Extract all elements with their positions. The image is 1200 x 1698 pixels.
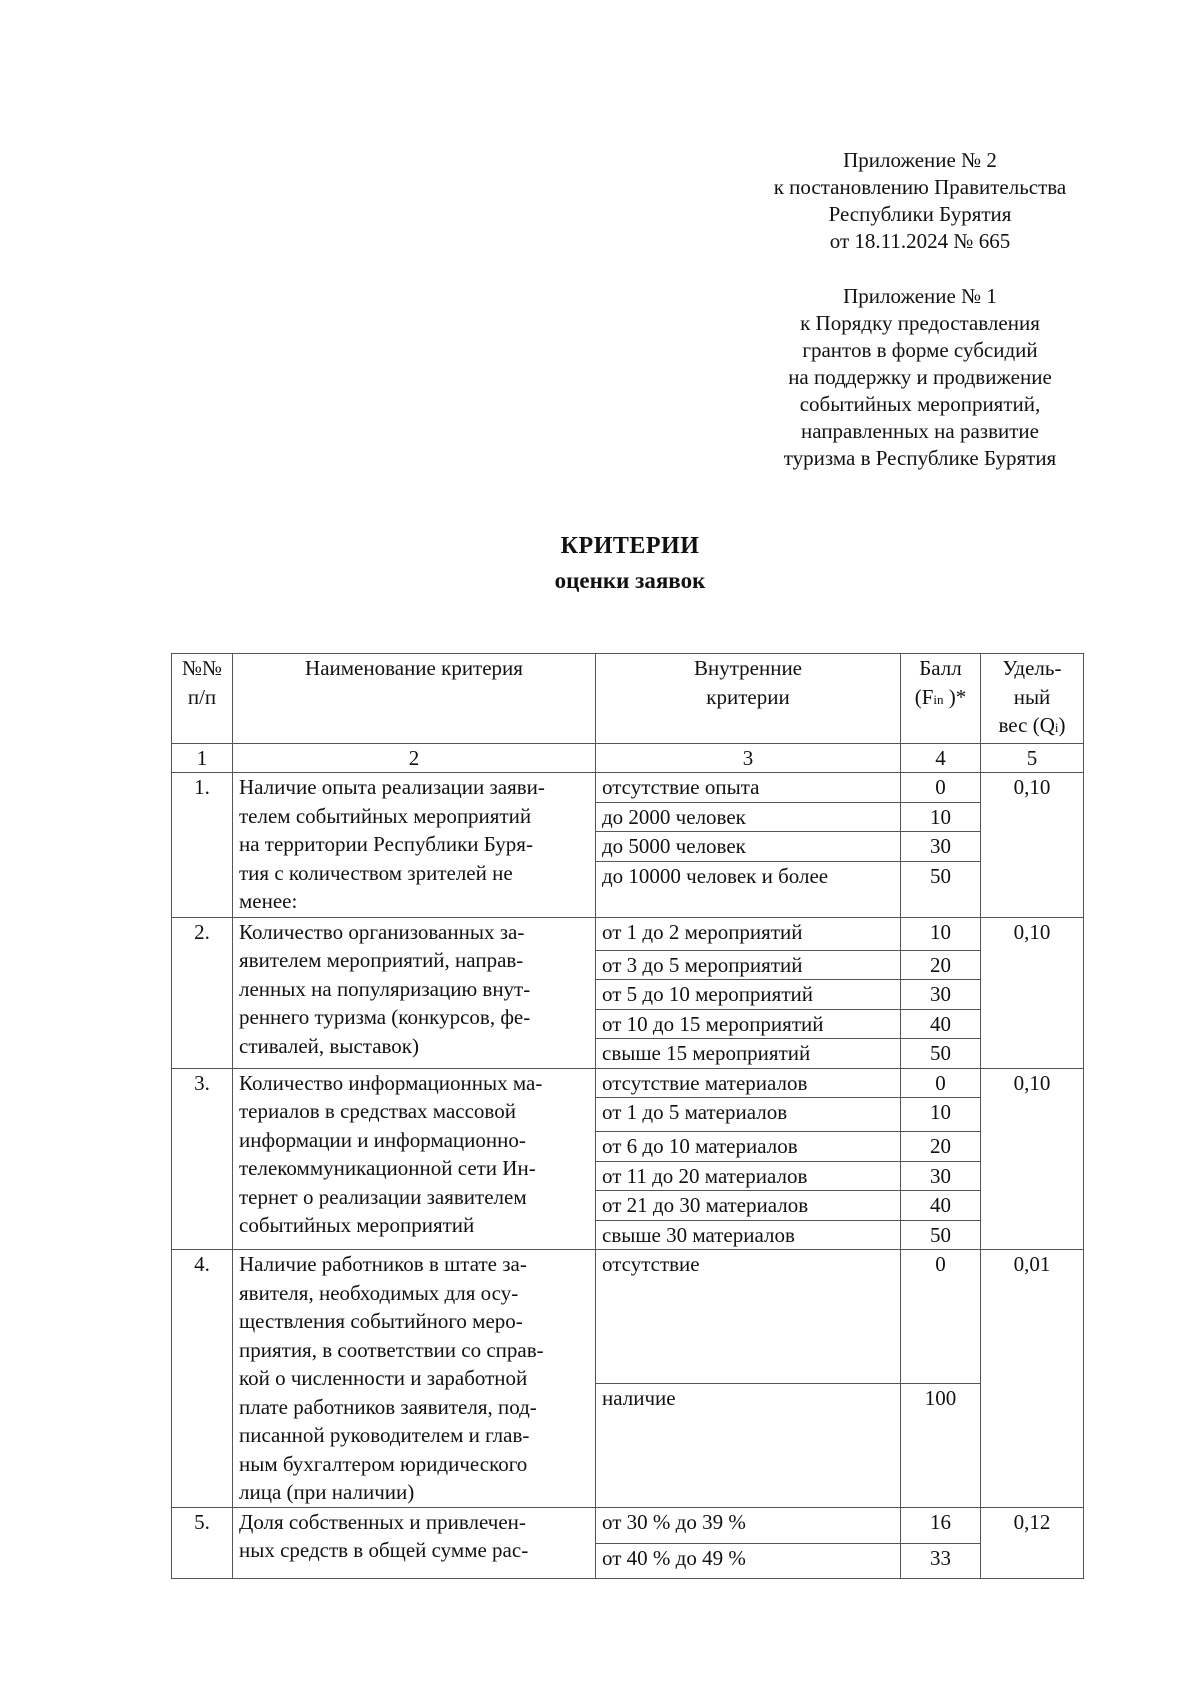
header-criterion: Наименование критерия: [233, 654, 596, 744]
weight-cell: 0,10: [981, 917, 1084, 1068]
table-row: [172, 1068, 1084, 1098]
row-number: 4.: [172, 1250, 233, 1508]
criterion-line: Наличие опыта реализации заяви-: [239, 775, 545, 799]
inner-criterion: от 30 % до 39 %: [596, 1507, 901, 1543]
criterion-line: на территории Республики Буря-: [239, 832, 533, 856]
column-number-row: [172, 743, 1084, 773]
score-cell: 0: [901, 1068, 981, 1098]
criterion-line: Наличие работников в штате за-: [239, 1252, 527, 1276]
header-inner: Внутренние критерии: [596, 654, 901, 744]
criterion-line: событийных мероприятий: [239, 1213, 475, 1237]
criterion-line: тия с количеством зрителей не: [239, 860, 513, 885]
annex-header-resolution: [740, 147, 1100, 255]
inner-criterion: отсутствие опыта: [596, 773, 901, 803]
score-cell: 50: [901, 1039, 981, 1069]
score-cell: 10: [901, 1098, 981, 1132]
criterion-line: телекоммуникационной сети Ин-: [239, 1156, 536, 1180]
column-number: 3: [596, 743, 901, 773]
inner-criterion: свыше 15 мероприятий: [596, 1039, 901, 1069]
criterion-line: явителем мероприятий, направ-: [239, 948, 524, 972]
score-cell: 10: [901, 917, 981, 950]
criterion-line: информации и информационно-: [239, 1127, 526, 1152]
criteria-table: [171, 653, 1084, 1579]
criterion-line: Доля собственных и привлечен-: [239, 1509, 526, 1534]
criterion-line: плате работников заявителя, под-: [239, 1394, 537, 1419]
criterion-line: тернет о реализации заявителем: [239, 1184, 527, 1209]
criterion-line: стивалей, выставок): [239, 1033, 419, 1058]
table-header-row: [172, 654, 1084, 744]
inner-criterion: отсутствие материалов: [596, 1068, 901, 1098]
document-subtitle: оценки заявок: [554, 568, 706, 593]
weight-cell: 0,10: [981, 1068, 1084, 1250]
inner-criterion: от 3 до 5 мероприятий: [596, 950, 901, 980]
criterion-line: Количество информационных ма-: [239, 1070, 543, 1095]
criterion-name: [233, 917, 596, 1068]
score-cell: 10: [901, 802, 981, 832]
header-score: Балл (Fin )*: [901, 654, 981, 744]
inner-criterion: от 1 до 2 мероприятий: [596, 917, 901, 950]
annex-line: к постановлению Правительства: [773, 175, 1067, 199]
score-cell: 40: [901, 1009, 981, 1039]
inner-criterion: отсутствие: [596, 1250, 901, 1384]
inner-criterion: от 6 до 10 материалов: [596, 1132, 901, 1162]
inner-criterion: до 5000 человек: [596, 832, 901, 862]
score-cell: 33: [901, 1543, 981, 1578]
score-cell: 20: [901, 1132, 981, 1162]
score-cell: 30: [901, 1161, 981, 1191]
criterion-line: лица (при наличии): [239, 1480, 415, 1504]
column-number: 4: [901, 743, 981, 773]
inner-criterion: от 5 до 10 мероприятий: [596, 980, 901, 1010]
column-number: 5: [981, 743, 1084, 773]
weight-cell: 0,12: [981, 1507, 1084, 1578]
row-number: 1.: [172, 773, 233, 918]
table-row: [172, 917, 1084, 950]
row-number: 5.: [172, 1507, 233, 1578]
score-cell: 50: [901, 861, 981, 917]
inner-criterion: от 40 % до 49 %: [596, 1543, 901, 1578]
annex-line: направленных на развитие: [801, 419, 1039, 443]
criterion-line: приятия, в соответствии со справ-: [239, 1337, 544, 1362]
inner-criterion: наличие: [596, 1383, 901, 1507]
score-cell: 100: [901, 1383, 981, 1507]
criterion-line: менее:: [239, 889, 298, 913]
criterion-line: териалов в средствах массовой: [239, 1099, 516, 1123]
criterion-line: ным бухгалтером юридического: [239, 1451, 528, 1476]
header-num: №№ п/п: [172, 654, 233, 744]
annex-line: грантов в форме субсидий: [802, 338, 1038, 362]
criterion-name: [233, 1068, 596, 1250]
header-weight: Удель- ный вес (Qi): [981, 654, 1084, 744]
criterion-line: ществления событийного меро-: [239, 1309, 523, 1333]
annex-line: Приложение № 2: [843, 148, 997, 172]
annex-line: от 18.11.2024 № 665: [829, 229, 1011, 253]
score-cell: 50: [901, 1220, 981, 1250]
column-number: 1: [172, 743, 233, 773]
annex-line: на поддержку и продвижение: [788, 365, 1052, 389]
score-cell: 16: [901, 1507, 981, 1543]
column-number: 2: [233, 743, 596, 773]
criterion-line: кой о численности и заработной: [239, 1366, 528, 1390]
criterion-name: [233, 1507, 596, 1578]
score-cell: 0: [901, 773, 981, 803]
weight-cell: 0,01: [981, 1250, 1084, 1508]
inner-criterion: от 21 до 30 материалов: [596, 1191, 901, 1221]
row-number: 2.: [172, 917, 233, 1068]
table-row: [172, 773, 1084, 803]
criterion-line: реннего туризма (конкурсов, фе-: [239, 1005, 531, 1029]
criterion-line: Количество организованных за-: [239, 919, 525, 944]
score-cell: 40: [901, 1191, 981, 1221]
inner-criterion: от 10 до 15 мероприятий: [596, 1009, 901, 1039]
inner-criterion: до 2000 человек: [596, 802, 901, 832]
annex-line: Республики Бурятия: [828, 202, 1012, 226]
criterion-name: [233, 1250, 596, 1508]
annex-line: туризма в Республике Бурятия: [783, 446, 1057, 470]
inner-criterion: от 1 до 5 материалов: [596, 1098, 901, 1132]
criterion-line: ленных на популяризацию внут-: [239, 976, 531, 1001]
row-number: 3.: [172, 1068, 233, 1250]
score-cell: 20: [901, 950, 981, 980]
criterion-line: писанной руководителем и глав-: [239, 1423, 530, 1447]
annex-line: к Порядку предоставления: [800, 311, 1040, 335]
criterion-line: ных средств в общей сумме рас-: [239, 1538, 529, 1562]
annex-line: Приложение № 1: [843, 284, 997, 308]
inner-criterion: до 10000 человек и более: [596, 861, 901, 917]
weight-cell: 0,10: [981, 773, 1084, 918]
table-row: [172, 1507, 1084, 1543]
score-cell: 0: [901, 1250, 981, 1384]
annex-header-procedure: [740, 283, 1100, 472]
score-cell: 30: [901, 980, 981, 1010]
annex-line: событийных мероприятий,: [799, 392, 1041, 416]
document-title: КРИТЕРИИ: [560, 533, 700, 559]
inner-criterion: свыше 30 материалов: [596, 1220, 901, 1250]
score-cell: 30: [901, 832, 981, 862]
table-row: [172, 1250, 1084, 1384]
inner-criterion: от 11 до 20 материалов: [596, 1161, 901, 1191]
criterion-name: [233, 773, 596, 918]
criterion-line: явителя, необходимых для осу-: [239, 1280, 519, 1305]
criterion-line: телем событийных мероприятий: [239, 803, 532, 828]
